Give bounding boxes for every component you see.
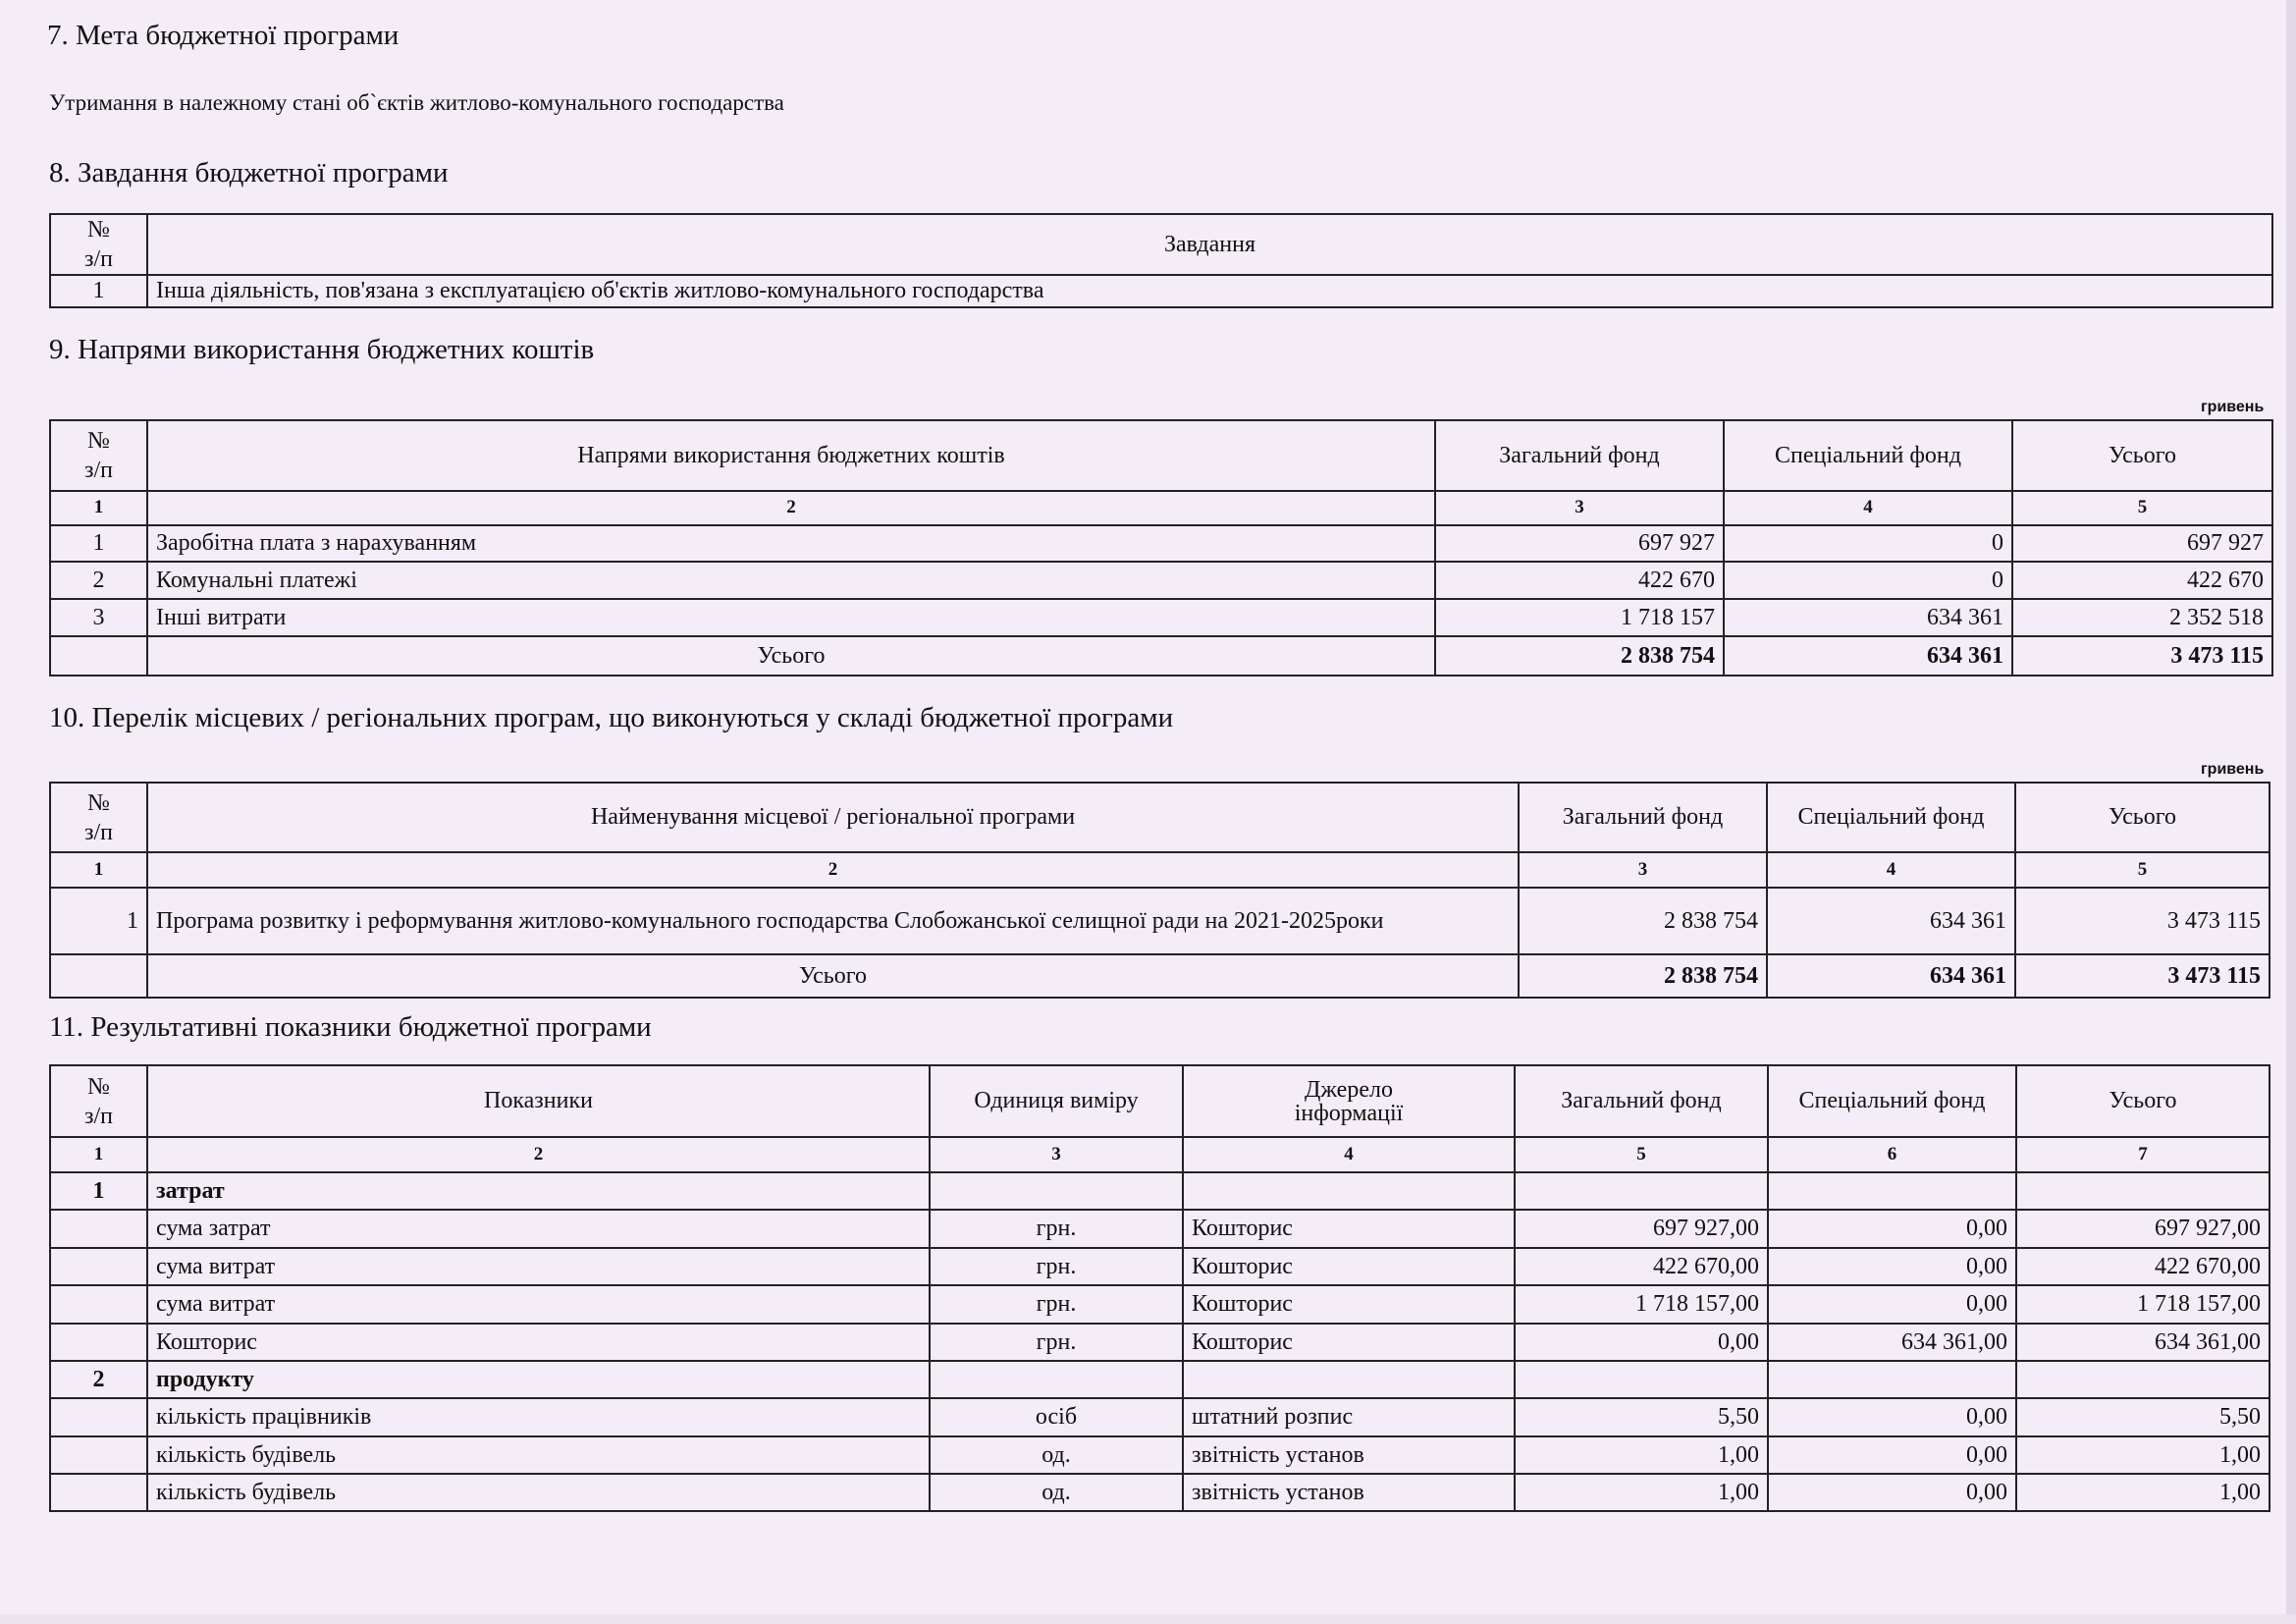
- total-total: 3 473 115: [2015, 954, 2269, 998]
- row-source: штатний розпис: [1183, 1398, 1515, 1436]
- row-source: звітність установ: [1183, 1436, 1515, 1474]
- row-name: Заробітна плата з нарахуванням: [147, 525, 1435, 562]
- table-row: [50, 1398, 2269, 1436]
- header-task: Завдання: [147, 214, 2272, 275]
- table-row: [50, 275, 2272, 307]
- row-unit: од.: [930, 1474, 1183, 1511]
- total-label: Усього: [147, 636, 1435, 676]
- total-row: [50, 636, 2272, 676]
- row-indicator: Кошторис: [147, 1324, 930, 1361]
- table-row: [50, 525, 2272, 562]
- table-header-row: [50, 1065, 2269, 1137]
- group-label: продукту: [147, 1361, 930, 1398]
- regional-programs-table: [49, 782, 2270, 999]
- col-number: 4: [1183, 1137, 1515, 1172]
- col-number: 5: [1515, 1137, 1768, 1172]
- total-empty: [50, 636, 147, 676]
- row-special: 0,00: [1768, 1474, 2016, 1511]
- row-general: 0,00: [1515, 1324, 1768, 1361]
- tasks-table: [49, 213, 2273, 308]
- row-total: 2 352 518: [2012, 599, 2272, 636]
- row-special: 0,00: [1768, 1248, 2016, 1285]
- row-total: 3 473 115: [2015, 888, 2269, 954]
- total-total: 3 473 115: [2012, 636, 2272, 676]
- row-total: 634 361,00: [2016, 1324, 2269, 1361]
- section7-text: Утримання в належному стані об`єктів житлово-комунального господарства: [49, 90, 784, 115]
- table-header-row: [50, 420, 2272, 491]
- row-general: 422 670: [1435, 562, 1724, 599]
- group-row: [50, 1361, 2269, 1398]
- header-total: Усього: [2015, 783, 2269, 852]
- total-empty: [50, 954, 147, 998]
- row-special: 634 361,00: [1768, 1324, 2016, 1361]
- row-unit: грн.: [930, 1324, 1183, 1361]
- col-number: 1: [50, 491, 147, 525]
- row-unit: од.: [930, 1436, 1183, 1474]
- group-row: [50, 1172, 2269, 1210]
- row-no: 2: [50, 562, 147, 599]
- row-total: 1,00: [2016, 1436, 2269, 1474]
- col-number: 4: [1724, 491, 2012, 525]
- row-total: 422 670,00: [2016, 1248, 2269, 1285]
- group-label: затрат: [147, 1172, 930, 1210]
- row-unit: осіб: [930, 1398, 1183, 1436]
- col-number: 3: [1519, 852, 1767, 888]
- table-row: [50, 1248, 2269, 1285]
- total-general: 2 838 754: [1435, 636, 1724, 676]
- header-general: Загальний фонд: [1435, 420, 1724, 491]
- row-name: Програма розвитку і реформування житлово-комунального господарства Слобожанської селищної ради на 2021-2025роки: [147, 888, 1519, 954]
- col-number: 2: [147, 852, 1519, 888]
- total-special: 634 361: [1724, 636, 2012, 676]
- row-total: 5,50: [2016, 1398, 2269, 1436]
- row-total: 1,00: [2016, 1474, 2269, 1511]
- col-number: 2: [147, 1137, 930, 1172]
- row-no: 1: [50, 888, 147, 954]
- row-indicator: сума витрат: [147, 1248, 930, 1285]
- section11-title: 11. Результативні показники бюджетної програми: [49, 1011, 652, 1043]
- header-general: Загальний фонд: [1519, 783, 1767, 852]
- row-unit: грн.: [930, 1210, 1183, 1248]
- row-total: 1 718 157,00: [2016, 1285, 2269, 1324]
- group-no: 1: [50, 1172, 147, 1210]
- row-general: 697 927: [1435, 525, 1724, 562]
- row-special: 0: [1724, 525, 2012, 562]
- row-unit: грн.: [930, 1285, 1183, 1324]
- section10-title: 10. Перелік місцевих / регіональних програм, що виконуються у складі бюджетної програми: [49, 702, 1174, 733]
- row-source: Кошторис: [1183, 1324, 1515, 1361]
- row-general: 1,00: [1515, 1474, 1768, 1511]
- funds-usage-table: [49, 419, 2273, 677]
- row-total: 697 927: [2012, 525, 2272, 562]
- table-header-row: [50, 783, 2269, 852]
- table-row: [50, 1210, 2269, 1248]
- row-no: 1: [50, 275, 147, 307]
- row-general: 1 718 157,00: [1515, 1285, 1768, 1324]
- row-task: Інша діяльність, пов'язана з експлуатацією об'єктів житлово-комунального господарства: [147, 275, 2272, 307]
- header-special: Спеціальний фонд: [1768, 1065, 2016, 1137]
- row-special: 634 361: [1724, 599, 2012, 636]
- table-row: [50, 599, 2272, 636]
- table-row: [50, 1324, 2269, 1361]
- table-row: [50, 1285, 2269, 1324]
- currency-unit: гривень: [2201, 761, 2265, 778]
- col-number: 3: [930, 1137, 1183, 1172]
- row-general: 2 838 754: [1519, 888, 1767, 954]
- row-special: 0,00: [1768, 1398, 2016, 1436]
- table-header-row: [50, 214, 2272, 275]
- total-general: 2 838 754: [1519, 954, 1767, 998]
- row-general: 1 718 157: [1435, 599, 1724, 636]
- row-no: 1: [50, 525, 147, 562]
- row-total: 697 927,00: [2016, 1210, 2269, 1248]
- row-indicator: кількість будівель: [147, 1474, 930, 1511]
- row-special: 0,00: [1768, 1285, 2016, 1324]
- total-row: [50, 954, 2269, 998]
- numbering-row: [50, 491, 2272, 525]
- row-source: Кошторис: [1183, 1285, 1515, 1324]
- row-indicator: кількість будівель: [147, 1436, 930, 1474]
- row-indicator: кількість працівників: [147, 1398, 930, 1436]
- header-special: Спеціальний фонд: [1724, 420, 2012, 491]
- col-number: 5: [2015, 852, 2269, 888]
- row-no: 3: [50, 599, 147, 636]
- scan-edge: [2286, 0, 2296, 1624]
- row-source: звітність установ: [1183, 1474, 1515, 1511]
- section9-title: 9. Напрями використання бюджетних коштів: [49, 334, 595, 365]
- currency-unit: гривень: [2201, 399, 2265, 415]
- header-name: Напрями використання бюджетних коштів: [147, 420, 1435, 491]
- header-total: Усього: [2016, 1065, 2269, 1137]
- col-number: 6: [1768, 1137, 2016, 1172]
- scan-bottom-edge: [0, 1614, 2296, 1624]
- col-number: 1: [50, 1137, 147, 1172]
- header-no: № з/п: [50, 420, 147, 491]
- table-row: [50, 1436, 2269, 1474]
- numbering-row: [50, 852, 2269, 888]
- header-no: № з/п: [50, 783, 147, 852]
- header-source: Джерело інформації: [1183, 1065, 1515, 1137]
- row-indicator: сума витрат: [147, 1285, 930, 1324]
- header-special: Спеціальний фонд: [1767, 783, 2015, 852]
- row-general: 5,50: [1515, 1398, 1768, 1436]
- row-general: 1,00: [1515, 1436, 1768, 1474]
- row-special: 0,00: [1768, 1436, 2016, 1474]
- total-label: Усього: [147, 954, 1519, 998]
- col-number: 3: [1435, 491, 1724, 525]
- header-total: Усього: [2012, 420, 2272, 491]
- row-unit: грн.: [930, 1248, 1183, 1285]
- col-number: 1: [50, 852, 147, 888]
- table-row: [50, 562, 2272, 599]
- performance-indicators-table: [49, 1064, 2270, 1512]
- table-row: [50, 1474, 2269, 1511]
- row-general: 697 927,00: [1515, 1210, 1768, 1248]
- row-special: 634 361: [1767, 888, 2015, 954]
- header-no: № з/п: [50, 1065, 147, 1137]
- row-total: 422 670: [2012, 562, 2272, 599]
- col-number: 2: [147, 491, 1435, 525]
- col-number: 7: [2016, 1137, 2269, 1172]
- total-special: 634 361: [1767, 954, 2015, 998]
- header-general: Загальний фонд: [1515, 1065, 1768, 1137]
- row-special: 0: [1724, 562, 2012, 599]
- row-general: 422 670,00: [1515, 1248, 1768, 1285]
- row-name: Інші витрати: [147, 599, 1435, 636]
- col-number: 4: [1767, 852, 2015, 888]
- group-no: 2: [50, 1361, 147, 1398]
- row-special: 0,00: [1768, 1210, 2016, 1248]
- row-source: Кошторис: [1183, 1248, 1515, 1285]
- numbering-row: [50, 1137, 2269, 1172]
- section8-title: 8. Завдання бюджетної програми: [49, 157, 449, 189]
- header-no: № з/п: [50, 214, 147, 275]
- row-source: Кошторис: [1183, 1210, 1515, 1248]
- table-row: [50, 888, 2269, 954]
- row-indicator: сума затрат: [147, 1210, 930, 1248]
- header-indicator: Показники: [147, 1065, 930, 1137]
- header-name: Найменування місцевої / регіональної програми: [147, 783, 1519, 852]
- section7-title: 7. Мета бюджетної програми: [47, 20, 400, 51]
- col-number: 5: [2012, 491, 2272, 525]
- row-name: Комунальні платежі: [147, 562, 1435, 599]
- header-unit: Одиниця виміру: [930, 1065, 1183, 1137]
